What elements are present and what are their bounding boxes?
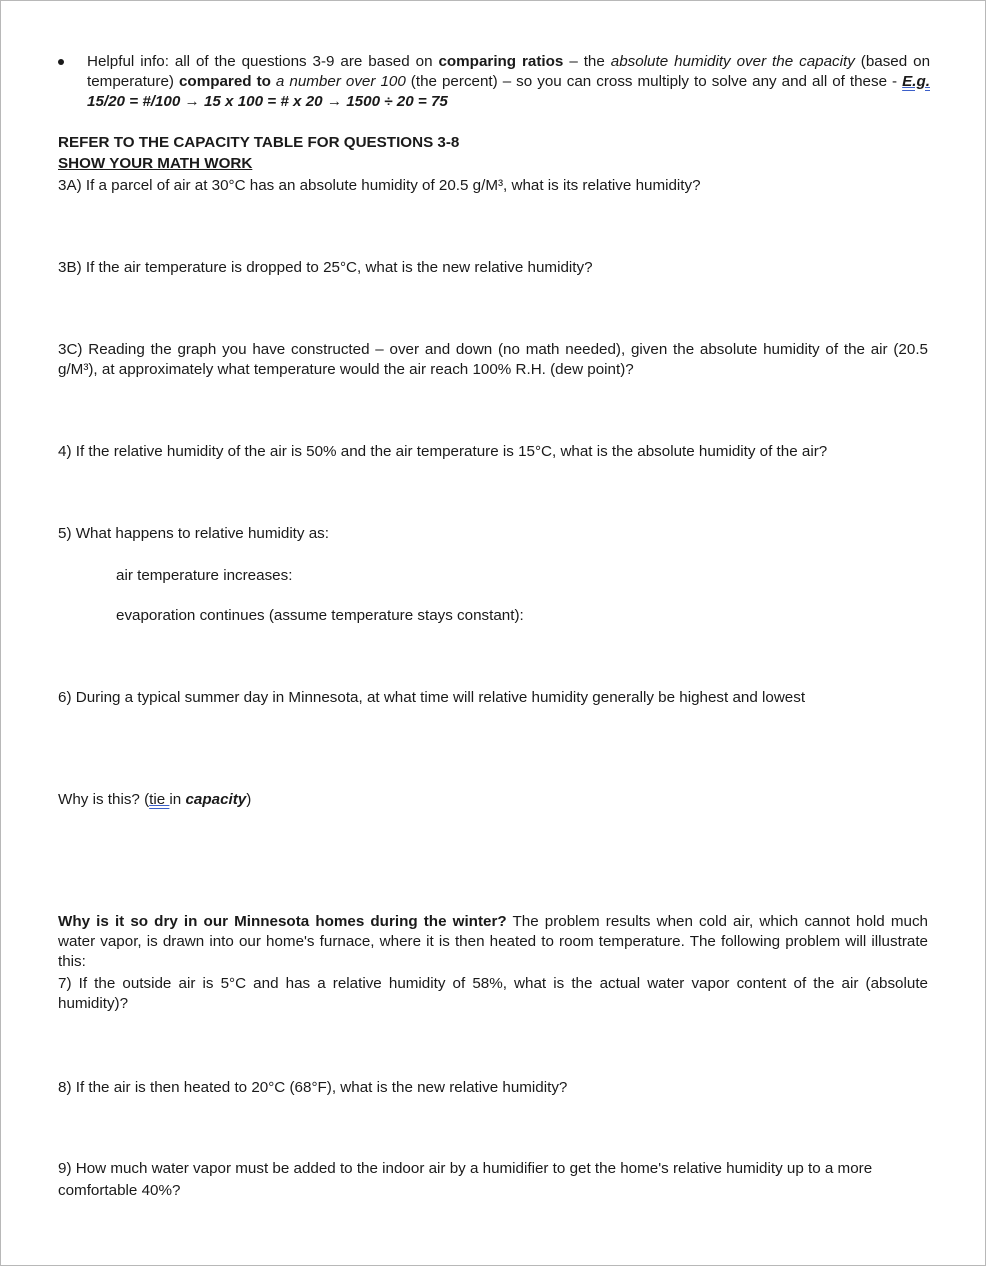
question-5a: air temperature increases: xyxy=(116,567,293,584)
helpful-example: 15/20 = #/100 → 15 x 100 = # x 20 → 1500 ÷ 20 = 75 xyxy=(87,93,448,110)
refer-heading: REFER TO THE CAPACITY TABLE FOR QUESTIONS 3-8 xyxy=(58,134,460,151)
helpful-lead: Helpful info: all of the questions 3-9 are based on xyxy=(87,53,439,70)
why-tie: tie xyxy=(149,791,170,808)
why-post: ) xyxy=(246,791,252,808)
question-5b: evaporation continues (assume temperature stays constant): xyxy=(116,607,524,624)
question-3b: 3B) If the air temperature is dropped to 25°C, what is the new relative humidity? xyxy=(58,259,593,276)
question-3a: 3A) If a parcel of air at 30°C has an absolute humidity of 20.5 g/M³, what is its relative humidity? xyxy=(58,177,701,194)
question-3c: 3C) Reading the graph you have constructed – over and down (no math needed), given the absolute humidity of the air (20.5 g/M³), at approximately what temperature would the air reach 100% R.H. (dew point)? xyxy=(58,341,928,378)
question-7: 7) If the outside air is 5°C and has a relative humidity of 58%, what is the actual water vapor content of the air (absolute humidity)? xyxy=(58,975,928,1012)
question-6-why xyxy=(58,790,928,810)
helpful-t5: (the percent) – so you can cross multiply to solve any and all of these - xyxy=(405,73,903,90)
winter-intro xyxy=(58,912,928,972)
helpful-info xyxy=(58,52,930,112)
helpful-info-text xyxy=(87,52,930,112)
why-in: in xyxy=(169,791,186,808)
why-capacity: capacity xyxy=(185,791,247,808)
show-work-heading xyxy=(58,154,928,174)
question-5: 5) What happens to relative humidity as: xyxy=(58,525,329,542)
helpful-eg: E.g. xyxy=(902,73,930,90)
helpful-t3: (based on temperature) xyxy=(87,53,931,90)
helpful-ital-number: a number over 100 xyxy=(275,73,406,90)
question-9: 9) How much water vapor must be added to the indoor air by a humidifier to get the home's relative humidity up to a more comfortable 40%? xyxy=(58,1160,873,1199)
question-6: 6) During a typical summer day in Minnesota, at what time will relative humidity generally be highest and lowest xyxy=(58,689,806,706)
question-4: 4) If the relative humidity of the air is 50% and the air temperature is 15°C, what is the absolute humidity of the air? xyxy=(58,443,828,460)
helpful-bold-ratios: comparing ratios xyxy=(438,53,564,70)
question-8: 8) If the air is then heated to 20°C (68°F), what is the new relative humidity? xyxy=(58,1079,568,1096)
helpful-bold-compared: compared to xyxy=(178,73,271,90)
bullet-icon xyxy=(58,59,64,65)
show-work-text: SHOW YOUR MATH WORK xyxy=(58,155,253,172)
why-pre: Why is this? ( xyxy=(58,791,150,808)
helpful-ital-capacity: absolute humidity over the capacity xyxy=(610,53,855,70)
helpful-t2: – the xyxy=(563,53,611,70)
winter-text: The problem results when cold air, which cannot hold much water vapor, is drawn into our home's furnace, where it is then heated to room temperature. The following problem will illustrate this: xyxy=(58,913,929,970)
winter-question: Why is it so dry in our Minnesota homes during the winter? xyxy=(58,913,507,930)
